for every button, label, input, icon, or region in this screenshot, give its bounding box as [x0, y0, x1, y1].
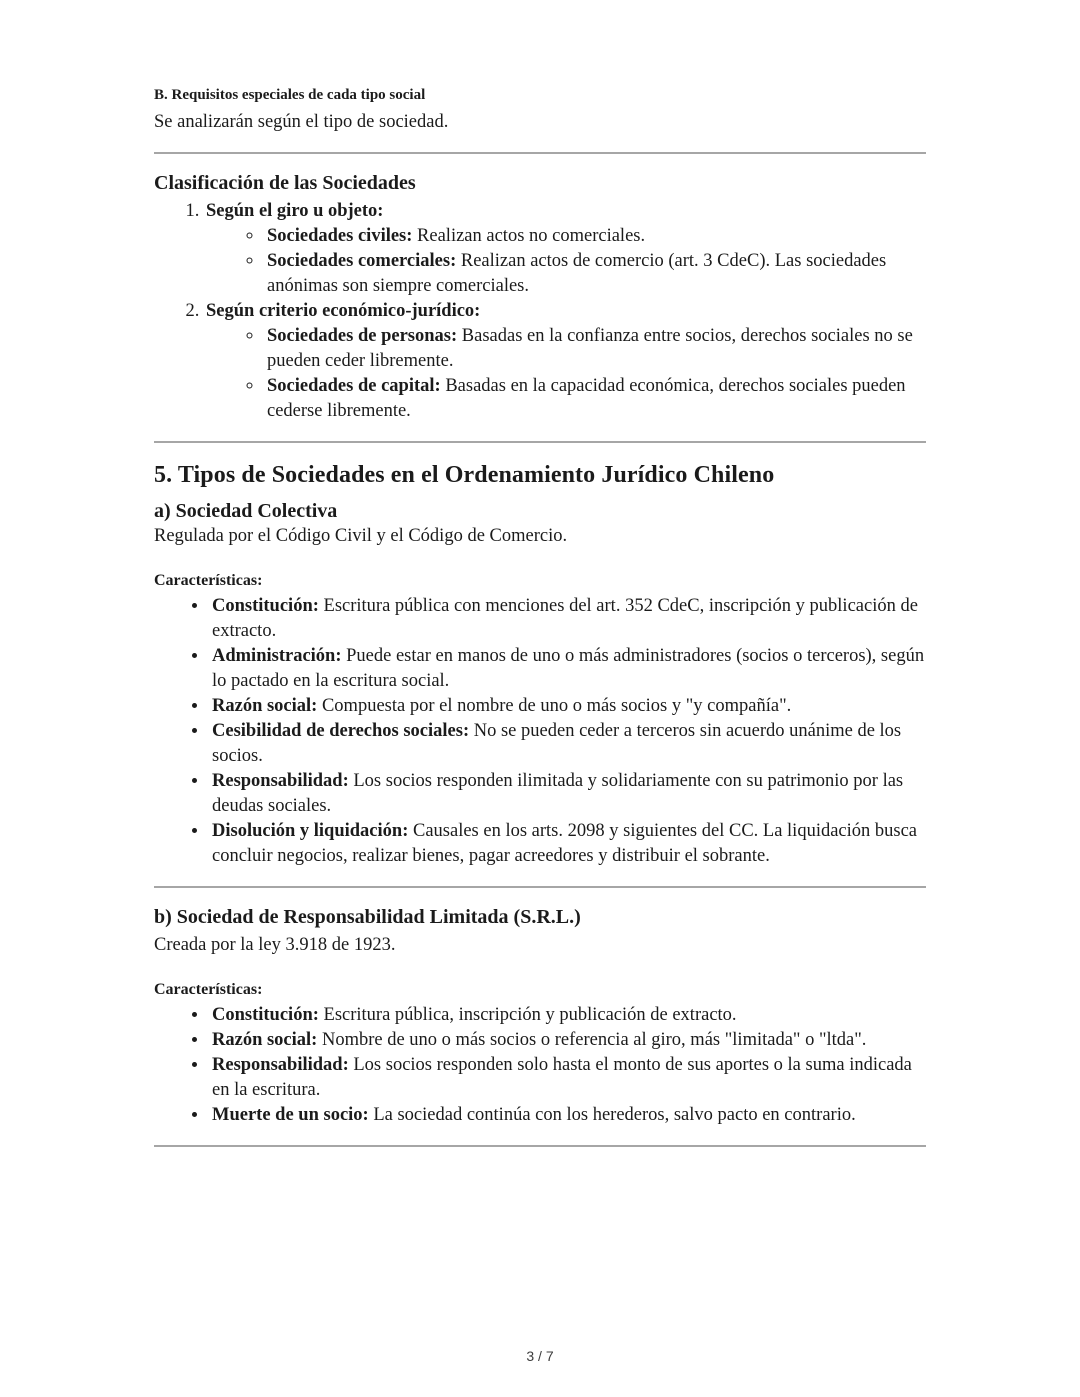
term: Disolución y liquidación: [212, 821, 409, 841]
term: Sociedades de personas: [267, 326, 458, 346]
term: Constitución: [212, 596, 319, 616]
characteristic-item [209, 594, 926, 644]
definition: Basadas en la capacidad económica, derechos sociales pueden cederse libremente. [267, 376, 906, 421]
term: Sociedades comerciales: [267, 251, 457, 271]
term: Sociedades civiles: [267, 226, 413, 246]
term: Responsabilidad: [212, 1055, 349, 1075]
term: Administración: [212, 646, 342, 666]
classification-item [204, 199, 926, 299]
classification-subitem [264, 249, 926, 299]
definition: Escritura pública con menciones del art. 352 CdeC, inscripción y publicación de extracto. [212, 596, 918, 641]
characteristics-label: Características: [154, 572, 263, 589]
section-divider [154, 886, 926, 888]
item-label: Según el giro u objeto: [206, 201, 384, 221]
section-title: 5. Tipos de Sociedades en el Ordenamiento Jurídico Chileno [154, 462, 775, 488]
term: Responsabilidad: [212, 771, 349, 791]
definition: Compuesta por el nombre de uno o más socios y "y compañía". [321, 696, 792, 716]
subsection-a-intro: Regulada por el Código Civil y el Código de Comercio. [154, 526, 568, 546]
term: Razón social: [212, 696, 318, 716]
characteristic-item [209, 644, 926, 694]
definition: Los socios responden ilimitada y solidariamente con su patrimonio por las deudas sociales. [212, 771, 904, 816]
characteristic-item [209, 719, 926, 769]
definition: Escritura pública, inscripción y publicación de extracto. [323, 1005, 737, 1025]
term: Muerte de un socio: [212, 1105, 369, 1125]
characteristic-item [209, 1103, 926, 1128]
term: Razón social: [212, 1030, 318, 1050]
characteristic-item [209, 819, 926, 869]
classification-subitem [264, 374, 926, 424]
subsection-b-title: b) Sociedad de Responsabilidad Limitada (S.R.L.) [154, 906, 581, 928]
classification-subitem [264, 224, 926, 249]
section-divider [154, 152, 926, 154]
characteristics-list-b [154, 1003, 926, 1128]
section-divider [154, 1145, 926, 1147]
subsection-a-title: a) Sociedad Colectiva [154, 500, 338, 522]
term: Cesibilidad de derechos sociales: [212, 721, 470, 741]
section-divider [154, 441, 926, 443]
classification-sublist [206, 324, 926, 424]
characteristics-label: Características: [154, 981, 263, 998]
definition: No se pueden ceder a terceros sin acuerdo unánime de los socios. [212, 721, 902, 766]
page-number: 3 / 7 [526, 1348, 554, 1364]
definition: La sociedad continúa con los herederos, salvo pacto en contrario. [373, 1105, 856, 1125]
document-page [154, 0, 926, 1147]
intro-text: Se analizarán según el tipo de sociedad. [154, 112, 449, 132]
definition: Nombre de uno o más socios o referencia al giro, más "limitada" o "ltda". [321, 1030, 867, 1050]
classification-title: Clasificación de las Sociedades [154, 172, 416, 194]
classification-list [154, 199, 926, 424]
item-label: Según criterio económico-jurídico: [206, 301, 481, 321]
classification-sublist [206, 224, 926, 299]
header-note: B. Requisitos especiales de cada tipo social [154, 87, 426, 103]
characteristic-item [209, 694, 926, 719]
definition: Realizan actos no comerciales. [417, 226, 646, 246]
term: Sociedades de capital: [267, 376, 441, 396]
classification-item [204, 299, 926, 424]
classification-subitem [264, 324, 926, 374]
definition: Puede estar en manos de uno o más administradores (socios o terceros), según lo pactado en la escritura social. [212, 646, 925, 691]
characteristic-item [209, 1028, 926, 1053]
definition: Los socios responden solo hasta el monto de sus aportes o la suma indicada en la escritura. [212, 1055, 912, 1100]
characteristic-item [209, 1003, 926, 1028]
characteristic-item [209, 769, 926, 819]
definition: Causales en los arts. 2098 y siguientes del CC. La liquidación busca concluir negocios, realizar bienes, pagar acreedores y distribuir el sobrante. [212, 821, 918, 866]
definition: Realizan actos de comercio (art. 3 CdeC). Las sociedades anónimas son siempre comerciales. [267, 251, 887, 296]
term: Constitución: [212, 1005, 319, 1025]
subsection-b-intro: Creada por la ley 3.918 de 1923. [154, 935, 396, 955]
characteristic-item [209, 1053, 926, 1103]
definition: Basadas en la confianza entre socios, derechos sociales no se pueden ceder libremente. [267, 326, 913, 371]
characteristics-list-a [154, 594, 926, 869]
